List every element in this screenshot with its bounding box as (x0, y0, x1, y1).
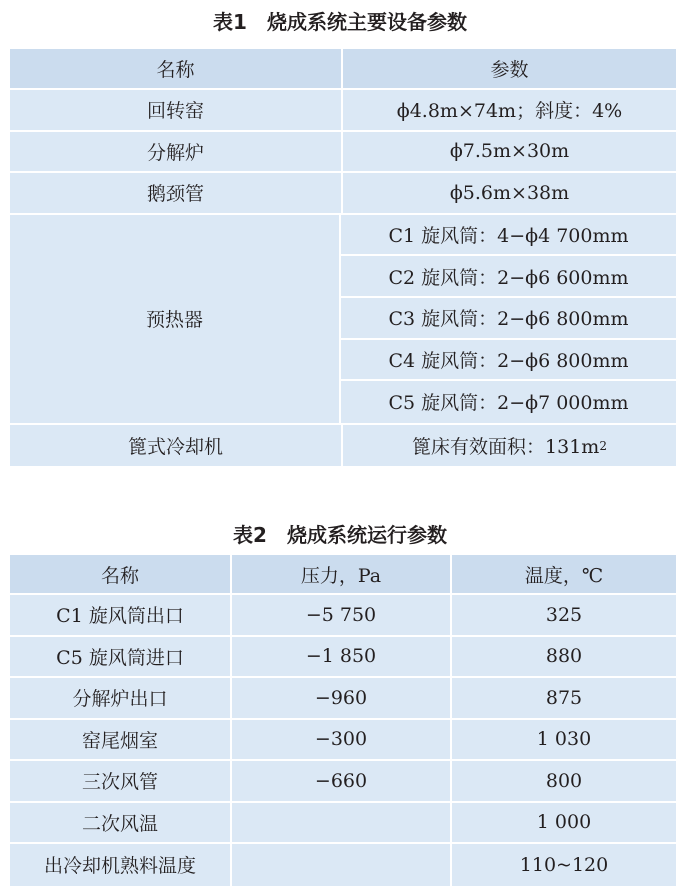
row-name: C5 旋风筒进口 (56, 646, 184, 669)
table-row (10, 844, 676, 886)
preheater-row (10, 215, 676, 425)
row-name: 分解炉 (146, 141, 204, 164)
table-row (10, 425, 676, 467)
table-header-row (10, 49, 676, 90)
table1-caption: 表1 烧成系统主要设备参数 (213, 10, 467, 34)
header-pressure: 压力，Pa (230, 555, 450, 593)
row-name: 鹅颈管 (146, 183, 204, 206)
row-pressure (230, 803, 450, 843)
row-temperature: 110~120 (450, 844, 676, 886)
row-param: ϕ7.5m×30m (341, 132, 676, 172)
header-param: 参数 (341, 49, 676, 88)
table-row (10, 803, 676, 845)
cyclone-param: C4 旋风筒：2−ϕ6 800mm (341, 340, 676, 382)
table-row (10, 90, 676, 132)
table-row (10, 720, 676, 762)
operating-parameters-table (10, 555, 676, 886)
row-pressure: −660 (230, 761, 450, 801)
cyclone-param: C3 旋风筒：2−ϕ6 800mm (341, 298, 676, 340)
table-row (10, 678, 676, 720)
table-row (10, 173, 676, 215)
row-param: ϕ5.6m×38m (341, 173, 676, 213)
row-pressure: −5 750 (230, 595, 450, 635)
equipment-parameters-table (10, 49, 676, 466)
row-temperature: 875 (450, 678, 676, 718)
row-name: 二次风温 (81, 812, 158, 835)
row-pressure: −300 (230, 720, 450, 760)
row-temperature: 880 (450, 637, 676, 677)
row-param: ϕ4.8m×74m；斜度：4% (341, 90, 676, 130)
header-name: 名称 (156, 59, 195, 81)
row-name: 篦式冷却机 (127, 436, 223, 459)
cyclone-param: C5 旋风筒：2−ϕ7 000mm (388, 392, 629, 415)
header-name: 名称 (100, 564, 139, 587)
row-temperature: 325 (450, 595, 676, 635)
row-name: 出冷却机熟料温度 (43, 855, 196, 878)
row-pressure: −1 850 (230, 637, 450, 677)
row-temperature: 1 000 (450, 803, 676, 843)
table-row (10, 761, 676, 803)
row-pressure (230, 844, 450, 886)
preheater-name: 预热器 (10, 215, 341, 423)
table-header-row (10, 555, 676, 595)
row-temperature: 1 030 (450, 720, 676, 760)
table2-caption: 表2 烧成系统运行参数 (233, 523, 447, 547)
row-name: 三次风管 (81, 771, 158, 794)
preheater-params (341, 215, 676, 423)
row-name: 分解炉出口 (72, 688, 168, 711)
row-name: C1 旋风筒出口 (56, 605, 184, 628)
row-param: 篦床有效面积：131m 2 (341, 425, 676, 467)
table-row (10, 637, 676, 679)
cyclone-param: C1 旋风筒：4−ϕ4 700mm (341, 215, 676, 257)
cooler-area-text: 篦床有效面积：131m (412, 436, 600, 459)
cyclone-param: C2 旋风筒：2−ϕ6 600mm (341, 256, 676, 298)
row-pressure: −960 (230, 678, 450, 718)
row-temperature: 800 (450, 761, 676, 801)
table-row (10, 595, 676, 637)
table-row (10, 132, 676, 174)
header-temperature: 温度，℃ (450, 555, 676, 593)
row-name: 窑尾烟室 (81, 729, 158, 752)
row-name: 回转窑 (146, 100, 204, 123)
